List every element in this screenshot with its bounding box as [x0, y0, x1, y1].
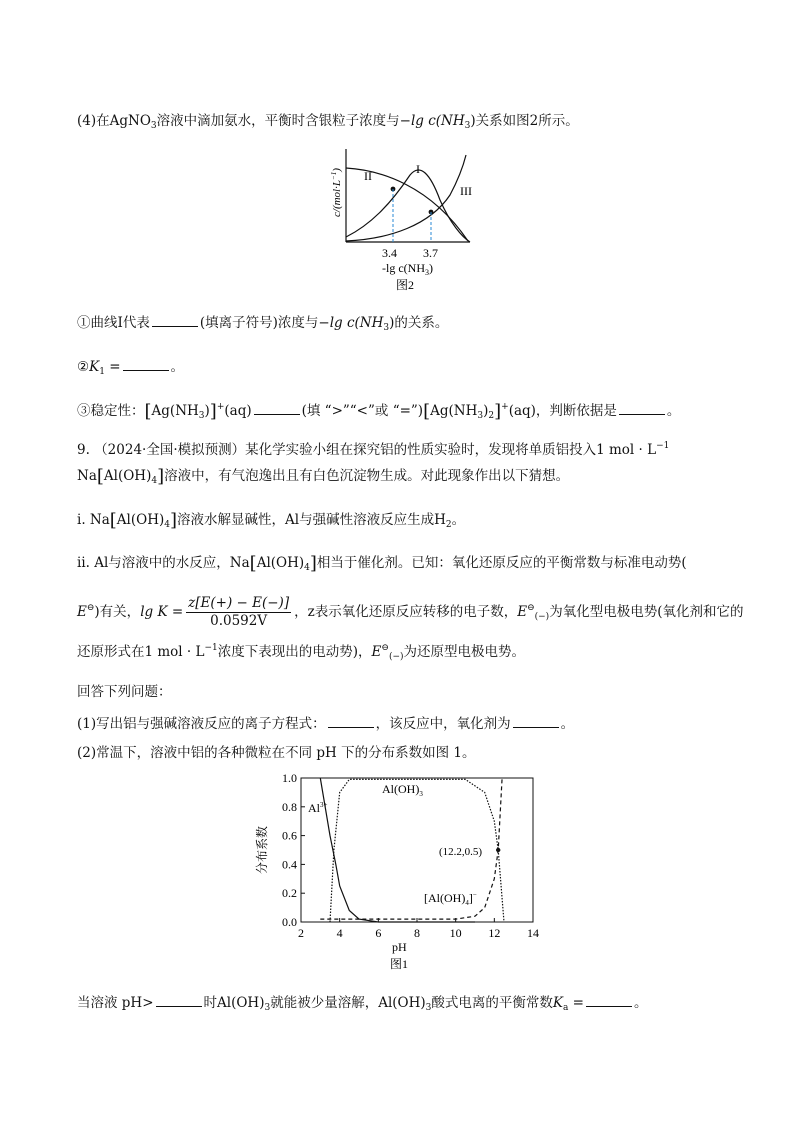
- x-tick-3.7: 3.7: [423, 246, 438, 260]
- y-tick-label: 0.4: [282, 857, 297, 872]
- q9-part2: (2)常温下，溶液中铝的各种微粒在不同 pH 下的分布系数如图 1。: [77, 745, 476, 761]
- x-tick-3.4: 3.4: [382, 246, 397, 260]
- x-tick-label: 14: [527, 926, 539, 940]
- q9-line2: $Na[Al(OH)_4]$溶液中，有气泡逸出且有白色沉淀物生成。对此现象作出以下猜想。: [77, 466, 570, 487]
- answer-blank: [619, 400, 665, 415]
- answer-blank: [586, 992, 632, 1007]
- y-tick-label: 0.6: [282, 828, 297, 843]
- answer-blank: [254, 400, 300, 415]
- answer-blank: [328, 713, 374, 728]
- q4-intro: (4)在AgNO$_3$溶液中滴加氨水，平衡时含银粒子浓度与−lg $c(NH_3)$关系如图2所示。: [77, 113, 579, 131]
- q4-sub3: ③稳定性：$[Ag(NH_3)]^+(aq)$ (填 “>”“<”或 “$=”)[Ag(NH_3)_2]^+(aq)$，判断依据是 。: [77, 401, 681, 422]
- q9-hypothesis-ii: ⅱ. Al与溶液中的水反应，$Na[Al(OH)_4]$相当于催化剂。已知：氧化还原反应的平衡常数与标准电动势(: [77, 553, 687, 574]
- q9-hypothesis-ii-formula: E⊖)有关，lg K = $\frac{z[E(+) - E(-)]}{0.0592V}$ ，z表示氧化还原反应转移的电子数，$E^⊖_{(-)}$为氧化型电极电势(氧化剂和它的: [77, 595, 744, 629]
- q9-part1: (1)写出铝与强碱溶液反应的离子方程式： ，该反应中，氧化剂为 。: [77, 713, 574, 734]
- y-tick-label: 0.8: [282, 799, 297, 814]
- figure-2-caption: 图2: [396, 278, 415, 292]
- q9-line1: 9. （2024·全国·模拟预测）某化学实验小组在探究铝的性质实验时，发现将单质铝投入1 mol · $L^{-1}$: [77, 441, 670, 458]
- q4-sub1: ①曲线Ⅰ代表 (填离子符号)浓度与−lg $c(NH_3)$的关系。: [77, 312, 448, 338]
- x-tick-label: 6: [375, 926, 382, 940]
- answer-blank: [156, 992, 202, 1007]
- figure-1: [252, 768, 552, 978]
- y-tick-label: 1.0: [282, 771, 297, 785]
- q4-sub2: $②K_1$ = 。: [77, 356, 184, 382]
- q9-hypothesis-ii-end: 还原形式在1 mol · $L^{-1}$浓度下表现出的电动势)，$E^⊖_{(-)}$为还原型电极电势。: [77, 643, 526, 662]
- answer-blank: [123, 356, 169, 371]
- label-aloh4: $[Al(OH)_4]^-$: [424, 891, 477, 907]
- answer-prompt: 回答下列问题：: [77, 684, 172, 700]
- label-al3: $Al^{3+}$: [308, 801, 328, 815]
- answer-blank: [152, 312, 198, 327]
- curve-II-label: II: [364, 169, 372, 183]
- point-12.2-0.5: [496, 848, 500, 852]
- y-axis-label: 分布系数: [255, 825, 269, 874]
- y-axis-label: $c/(mol\cdot L^{-1})$: [330, 168, 343, 217]
- q9-last-question: 当溶液 pH> 时$Al(OH)_3$就能被少量溶解，$Al(OH)_3$酸式电离的平衡常数$K_a$ = 。: [77, 992, 647, 1018]
- y-tick-label: 0.2: [282, 886, 297, 901]
- curve-III-label: III: [460, 184, 472, 198]
- label-aloh3: $Al(OH)_3$: [382, 782, 423, 798]
- curve-I-label: I: [416, 162, 420, 176]
- x-tick-label: 12: [488, 926, 501, 940]
- x-tick-label: 8: [414, 926, 420, 940]
- x-axis-label: -lg $c(NH_3)$: [382, 261, 433, 277]
- x-tick-label: 4: [336, 926, 343, 940]
- curve-III: [346, 155, 466, 241]
- point-annotation: (12.2,0.5): [439, 846, 483, 858]
- x-tick-label: 10: [449, 926, 462, 940]
- figure-2: [320, 145, 490, 295]
- figure-1-caption: 图1: [390, 957, 409, 971]
- x-axis-label: pH: [392, 940, 407, 954]
- answer-blank: [513, 713, 559, 728]
- y-tick-label: 0.0: [282, 915, 297, 929]
- x-tick-label: 2: [298, 926, 304, 940]
- q9-hypothesis-i: ⅰ. $Na[Al(OH)_4]$溶液水解显碱性，Al与强碱性溶液反应生成$H_2$。: [77, 510, 466, 531]
